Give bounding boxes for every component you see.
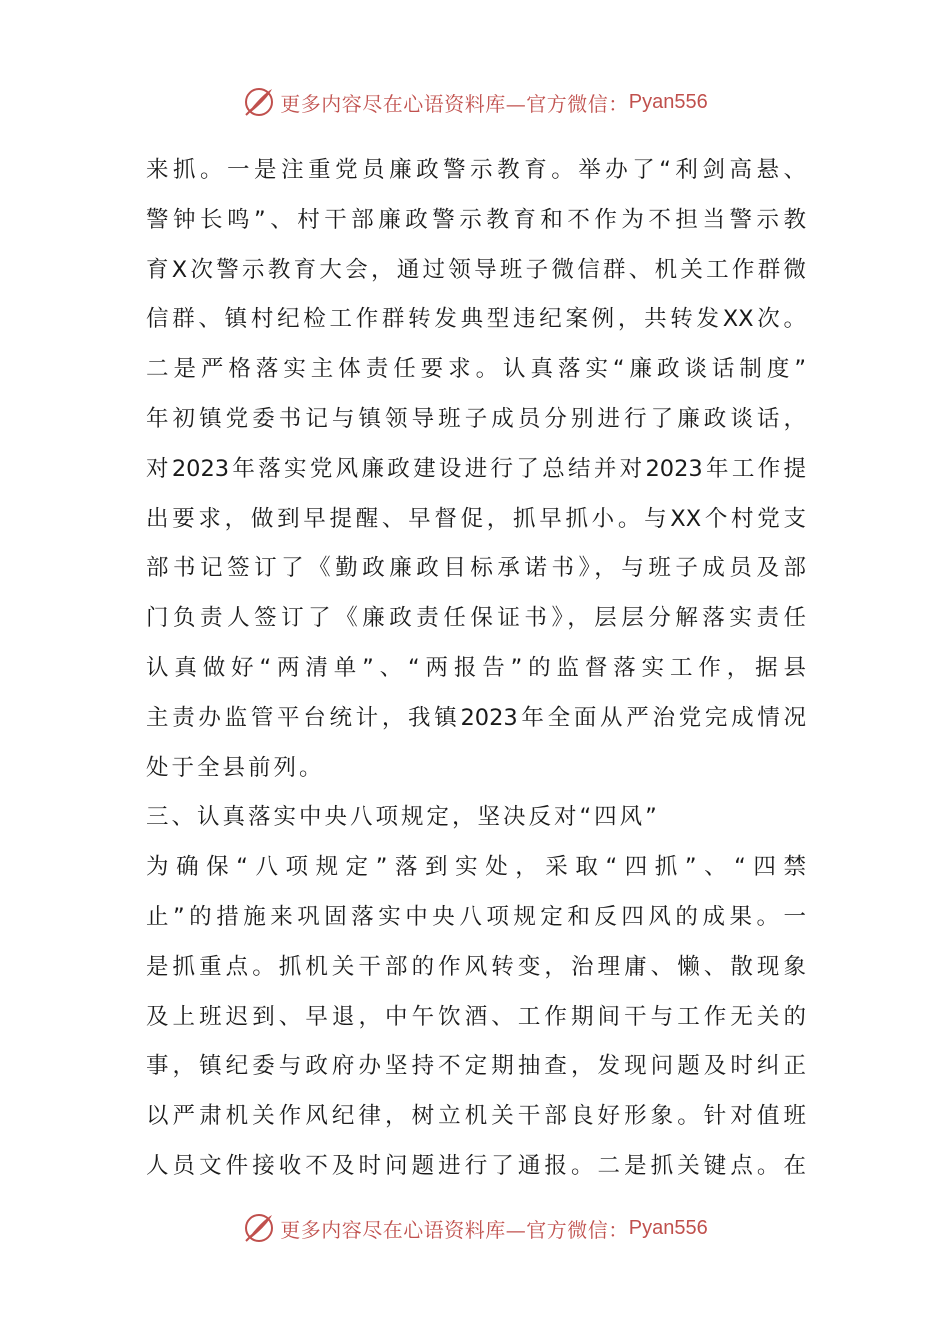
watermark-wechat-id: Pyan556 <box>628 1216 708 1239</box>
text-line: 对2023年落实党风廉政建设进行了总结并对2023年工作提 <box>146 455 806 482</box>
text-line: 年初镇党委书记与镇领导班子成员分别进行了廉政谈话， <box>146 405 806 432</box>
text-line: 部书记签订了《勤政廉政目标承诺书》，与班子成员及部 <box>146 555 806 582</box>
text-line: 出要求，做到早提醒、早督促，抓早抓小。与XX个村党支 <box>146 505 806 532</box>
text-line: 认真做好“两清单”、“两报告”的监督落实工作，据县 <box>146 654 806 681</box>
quill-pen-icon <box>242 1211 276 1245</box>
quill-pen-icon <box>242 85 276 119</box>
text-line: 处于全县前列。 <box>146 754 325 781</box>
text-line: 育X次警示教育大会，通过领导班子微信群、机关工作群微 <box>146 256 806 283</box>
watermark-text: 更多内容尽在心语资料库—官方微信： <box>280 1217 629 1242</box>
header-watermark <box>0 82 950 122</box>
text-line: 及上班迟到、早退，中午饮酒、工作期间干与工作无关的 <box>146 1003 806 1030</box>
text-line: 是抓重点。抓机关干部的作风转变，治理庸、懒、散现象 <box>146 953 806 980</box>
document-body <box>146 146 806 1192</box>
text-line: 二是严格落实主体责任要求。认真落实“廉政谈话制度” <box>146 356 806 383</box>
text-line: 信群、镇村纪检工作群转发典型违纪案例，共转发XX次。 <box>146 306 806 333</box>
text-line: 来抓。一是注重党员廉政警示教育。举办了“利剑高悬、 <box>146 157 806 183</box>
text-line: 以严肃机关作风纪律，树立机关干部良好形象。针对值班 <box>146 1103 806 1130</box>
footer-watermark <box>0 1208 950 1248</box>
text-line: 止”的措施来巩固落实中央八项规定和反四风的成果。一 <box>146 903 806 930</box>
text-line: 人员文件接收不及时问题进行了通报。二是抓关键点。在 <box>146 1152 806 1179</box>
text-line: 主责办监管平台统计，我镇2023年全面从严治党完成情况 <box>146 704 806 731</box>
text-line: 为确保“八项规定”落到实处，采取“四抓”、“四禁 <box>146 854 806 881</box>
text-line: 事，镇纪委与政府办坚持不定期抽查，发现问题及时纠正 <box>146 1053 806 1080</box>
text-line: 警钟长鸣”、村干部廉政警示教育和不作为不担当警示教 <box>146 206 806 233</box>
watermark-text: 更多内容尽在心语资料库—官方微信： <box>280 91 629 116</box>
text-line: 门负责人签订了《廉政责任保证书》，层层分解落实责任 <box>146 605 806 632</box>
watermark-wechat-id: Pyan556 <box>628 90 708 113</box>
text-line: 三、认真落实中央八项规定，坚决反对“四风” <box>146 804 660 831</box>
